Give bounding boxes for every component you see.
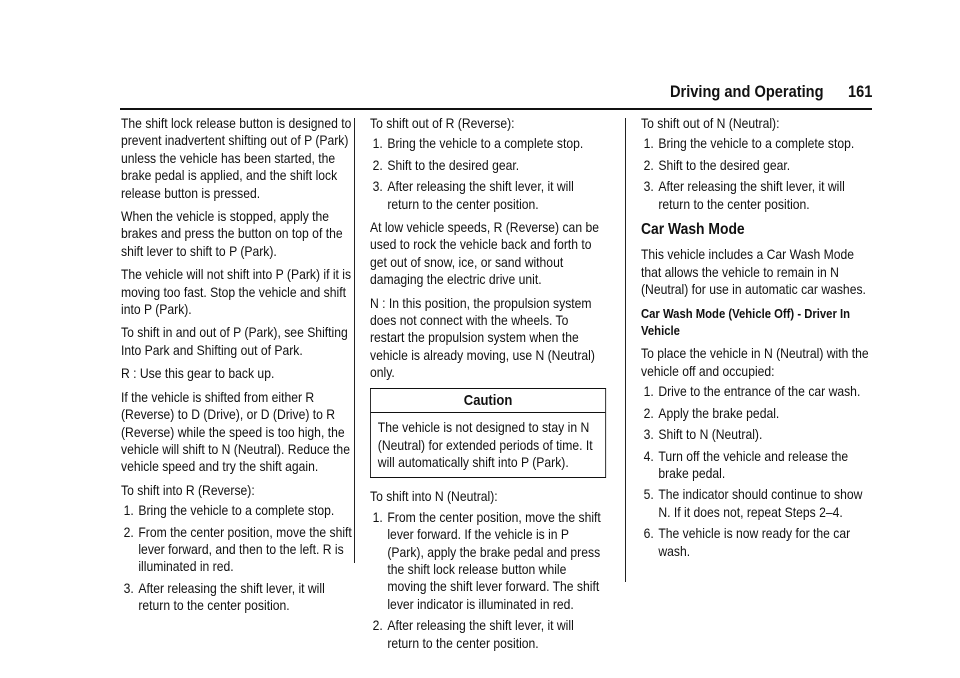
gear-label: R :	[121, 365, 137, 382]
gear-description: Use this gear to back up.	[139, 365, 275, 382]
section-title: Driving and Operating	[670, 82, 824, 101]
step-text: After releasing the shift lever, it will return to the center position.	[138, 579, 325, 614]
step-number: 3.	[372, 178, 383, 195]
list-item	[641, 448, 877, 483]
step-number: 4.	[643, 447, 654, 464]
list-item	[641, 383, 877, 400]
gear-definition-r	[121, 365, 357, 382]
paragraph: If the vehicle is shifted from either R (Reverse) to D (Drive), or D (Drive) to R (Reverse) while the speed is too high, the vehicle will shift to N (Neutral). Reduce the vehicle speed and try the shift again.	[121, 388, 350, 475]
step-text: After releasing the shift lever, it will return to the center position.	[387, 178, 574, 212]
header-rule	[120, 108, 872, 110]
column-divider	[625, 118, 626, 582]
list-item	[641, 405, 877, 422]
subsection-heading: Car Wash Mode (Vehicle Off) - Driver In Vehicle	[641, 305, 851, 339]
step-text: Bring the vehicle to a complete stop.	[387, 135, 584, 152]
paragraph: To place the vehicle in N (Neutral) with the vehicle off and occupied:	[641, 345, 869, 379]
step-text: The vehicle is now ready for the car wash.	[658, 525, 851, 559]
column-2	[370, 115, 606, 658]
step-number: 3.	[123, 579, 134, 596]
column-1	[121, 115, 357, 621]
step-text: Drive to the entrance of the car wash.	[658, 383, 861, 400]
list-item	[641, 486, 877, 521]
step-text: After releasing the shift lever, it will return to the center position.	[387, 617, 574, 651]
step-text: Apply the brake pedal.	[658, 404, 780, 421]
steps-list	[121, 502, 357, 614]
step-text: Turn off the vehicle and release the brake pedal.	[658, 447, 849, 481]
step-text: Shift to N (Neutral).	[658, 426, 763, 443]
paragraph: To shift out of R (Reverse):	[370, 115, 515, 131]
list-item	[370, 135, 606, 152]
step-text: From the center position, move the shift lever forward. If the vehicle is in P (Park), apply the brake pedal and press the shift lock release button while moving the shift lever forward. The shift lever indicator is illuminated in red.	[387, 508, 601, 612]
list-item	[641, 525, 877, 560]
step-text: The indicator should continue to show N. If it does not, repeat Steps 2–4.	[658, 486, 863, 520]
list-item	[121, 524, 357, 576]
step-number: 1.	[372, 508, 383, 525]
step-number: 3.	[643, 426, 654, 443]
step-number: 2.	[643, 156, 654, 173]
step-text: Shift to the desired gear.	[658, 156, 791, 173]
list-item	[641, 178, 877, 213]
steps-list	[641, 383, 877, 560]
step-text: Bring the vehicle to a complete stop.	[658, 135, 855, 152]
paragraph: To shift out of N (Neutral):	[641, 115, 780, 131]
step-text: From the center position, move the shift lever forward, and then to the left. R is illuminated in red.	[138, 523, 352, 575]
paragraph: To shift into R (Reverse):	[121, 481, 255, 498]
step-number: 6.	[643, 525, 654, 542]
step-number: 2.	[372, 617, 383, 634]
paragraph: At low vehicle speeds, R (Reverse) can be used to rock the vehicle back and forth to get out of snow, ice, or sand without damaging the electric drive unit.	[370, 219, 599, 288]
list-item	[641, 157, 877, 174]
step-number: 1.	[372, 135, 383, 152]
list-item	[121, 502, 357, 519]
list-item	[370, 178, 606, 213]
caution-title: Caution	[371, 389, 605, 413]
paragraph: To shift in and out of P (Park), see Shifting Into Park and Shifting out of Park.	[121, 324, 348, 358]
paragraph: This vehicle includes a Car Wash Mode that allows the vehicle to remain in N (Neutral) for use in automatic car washes.	[641, 246, 866, 298]
step-number: 2.	[643, 404, 654, 421]
gear-label: N :	[370, 294, 386, 311]
step-number: 1.	[123, 502, 134, 519]
list-item	[641, 426, 877, 443]
step-number: 2.	[372, 156, 383, 173]
steps-list	[370, 509, 606, 652]
step-number: 2.	[123, 523, 134, 540]
caution-box	[370, 388, 606, 479]
list-item	[370, 509, 606, 613]
section-heading: Car Wash Mode	[641, 221, 745, 239]
paragraph: When the vehicle is stopped, apply the brakes and press the button on top of the shift lever to shift to P (Park).	[121, 208, 343, 259]
steps-list	[641, 135, 877, 213]
page-header	[120, 78, 872, 108]
list-item	[641, 135, 877, 152]
page-number: 161	[847, 82, 872, 101]
step-number: 3.	[643, 178, 654, 195]
column-3	[641, 115, 877, 566]
step-number: 1.	[643, 383, 654, 400]
step-text: Bring the vehicle to a complete stop.	[138, 502, 335, 519]
steps-list	[370, 135, 606, 213]
step-text: After releasing the shift lever, it will return to the center position.	[658, 178, 845, 212]
paragraph: The vehicle will not shift into P (Park) if it is moving too fast. Stop the vehicle and shift into P (Park).	[121, 266, 352, 318]
step-number: 5.	[643, 486, 654, 503]
list-item	[370, 617, 606, 652]
list-item	[121, 580, 357, 615]
gear-description: In this position, the propulsion system does not connect with the wheels. To restart the propulsion system when the vehicle is already moving, use N (Neutral) only.	[370, 294, 595, 381]
paragraph: The shift lock release button is designed to prevent inadvertent shifting out of P (Park) unless the vehicle has been started, the brake pedal is applied, and the shift lock release button is pressed.	[121, 115, 352, 201]
paragraph: To shift into N (Neutral):	[370, 488, 498, 505]
caution-text: The vehicle is not designed to stay in N (Neutral) for extended periods of time. It will automatically shift into P (Park).	[377, 419, 593, 470]
gear-definition-n	[370, 295, 606, 382]
step-text: Shift to the desired gear.	[387, 156, 520, 173]
list-item	[370, 157, 606, 174]
step-number: 1.	[643, 135, 654, 152]
